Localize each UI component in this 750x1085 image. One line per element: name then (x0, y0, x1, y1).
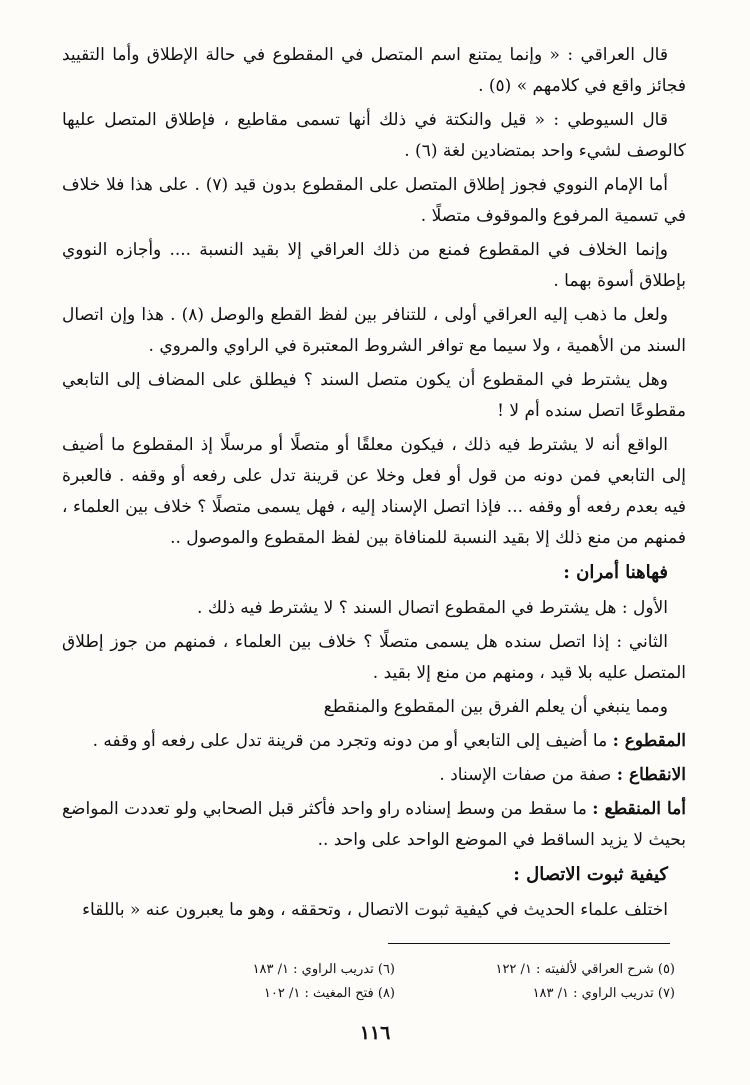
footnote: (٦) تدريب الراوي : ١/ ١٨٣ (252, 962, 395, 977)
footnote: (٧) تدريب الراوي : ١/ ١٨٣ (532, 986, 675, 1001)
definition-term: الانقطاع : (616, 765, 686, 785)
point-first: الأول : هل يشترط في المقطوع اتصال السند ؟ لا يشترط فيه ذلك . (197, 598, 668, 618)
paragraph: أما الإمام النووي فجوز إطلاق المتصل على المقطوع بدون قيد (٧) . على هذا فلا خلاف في تسمية المرفوع والموقوف متصلًا . (62, 175, 686, 226)
footnote-divider (388, 943, 670, 944)
section-heading: فهاهنا أمران : (563, 562, 668, 583)
paragraph: ولعل ما ذهب إليه العراقي أولى ، للتنافر بين لفظ القطع والوصل (٨) . هذا وإن اتصال السند من الأهمية ، ولا سيما مع توافر الشروط المعتبرة في الراوي والمروي . (62, 305, 686, 356)
footnote: (٨) فتح المغيث : ١/ ١٠٢ (263, 986, 395, 1001)
footnotes (115, 958, 675, 1006)
definition-text: ما سقط من وسط إسناده راو واحد فأكثر قبل الصحابي ولو تعددت المواضع بحيث لا يزيد الساقط في الموضع الواحد على واحد .. (62, 799, 686, 850)
point-second: الثاني : إذا اتصل سنده هل يسمى متصلًا ؟ خلاف بين العلماء ، فمنهم من جوز إطلاق المتصل عليه بلا قيد ، ومنهم من منع إلا بقيد . (62, 632, 686, 683)
definition-munqati (62, 794, 686, 856)
footnote: (٥) شرح العراقي لألفيته : ١/ ١٢٢ (495, 962, 675, 977)
paragraph: وهل يشترط في المقطوع أن يكون متصل السند ؟ فيطلق على المضاف إلى التابعي مقطوعًا اتصل سنده أم لا ! (62, 370, 686, 421)
paragraph: الواقع أنه لا يشترط فيه ذلك ، فيكون معلقًا أو متصلًا أو مرسلًا إذ المقطوع ما أضيف إلى التابعي فمن دونه من قول أو فعل وخلا عن قرينة تدل على رفعه أو وقفه . فالعبرة فيه بعدم رفعه أو وقفه ... فإذا اتصل الإسناد إليه ، فهل يسمى متصلًا ؟ خلاف بين العلماء ، فمنهم من منع ذلك إلا بقيد النسبة للمنافاة بين لفظ المقطوع والموصول .. (62, 435, 686, 548)
paragraph: اختلف علماء الحديث في كيفية ثبوت الاتصال ، وتحققه ، وهو ما يعبرون عنه « باللقاء (82, 900, 668, 920)
footnote-row (115, 982, 675, 1006)
footnote-row (115, 958, 675, 982)
definition-inqita (62, 760, 686, 791)
definition-maqtu (62, 726, 686, 757)
section-heading: كيفية ثبوت الاتصال : (513, 864, 668, 885)
difference-intro: ومما ينبغي أن يعلم الفرق بين المقطوع والمنقطع (323, 697, 668, 717)
page-number: ١١٦ (359, 1022, 391, 1044)
definition-text: ما أضيف إلى التابعي أو من دونه وتجرد من قرينة تدل على رفعه أو وقفه . (92, 731, 613, 751)
definition-term: أما المنقطع : (592, 799, 686, 819)
definition-term: المقطوع : (612, 731, 686, 751)
paragraph: وإنما الخلاف في المقطوع فمنع من ذلك العراقي إلا بقيد النسبة .... وأجازه النووي بإطلاق أسوة بهما . (62, 240, 686, 291)
paragraph: قال السيوطي : « قيل والنكتة في ذلك أنها تسمى مقاطيع ، فإطلاق المتصل عليها كالوصف لشيء واحد بمتضادين لغة (٦) . (62, 110, 686, 161)
definition-text: صفة من صفات الإسناد . (439, 765, 617, 785)
paragraph: قال العراقي : « وإنما يمتنع اسم المتصل في المقطوع في حالة الإطلاق وأما التقييد فجائز واقع في كلامهم » (٥) . (62, 45, 686, 96)
